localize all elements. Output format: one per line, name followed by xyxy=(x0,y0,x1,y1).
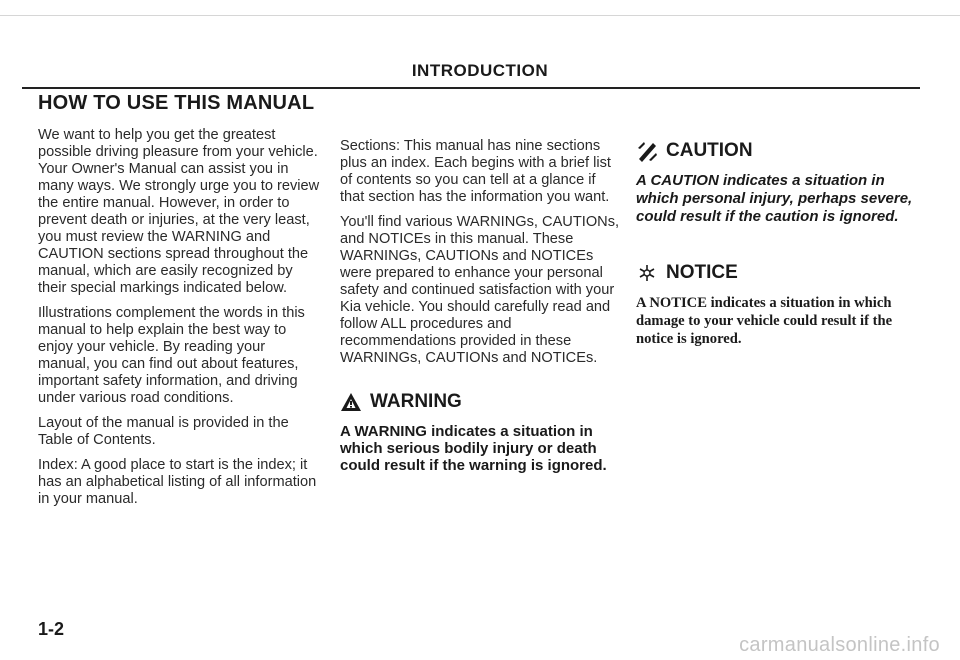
sections-paragraph: Sections: This manual has nine sections plus an index. Each begins with a brief list of contents so you can tell at a glance if that section has the information you want. xyxy=(340,138,611,205)
watermark: carmanualsonline.info xyxy=(739,634,940,656)
warning-block xyxy=(340,391,620,474)
caution-notice-column xyxy=(636,140,916,348)
how-to-paragraph: Layout of the manual is provided in the Table of Contents. xyxy=(38,415,289,448)
header-divider xyxy=(22,87,920,89)
notice-text: A NOTICE indicates a situation in which damage to your vehicle could result if the notice is ignored. xyxy=(636,295,893,347)
warning-label: WARNING xyxy=(370,391,462,412)
top-divider xyxy=(0,15,960,16)
caution-heading xyxy=(636,140,916,162)
caution-label: CAUTION xyxy=(666,140,753,161)
how-to-use-column xyxy=(38,92,320,516)
warning-text: A WARNING indicates a situation in which serious bodily injury or death could result if the warning is ignored. xyxy=(340,423,607,474)
caution-text: A CAUTION indicates a situation in which personal injury, perhaps severe, could result if the caution is ignored. xyxy=(636,172,913,225)
section-title-how-to-use: HOW TO USE THIS MANUAL xyxy=(38,92,315,114)
warning-triangle-icon xyxy=(340,391,362,413)
how-to-paragraph: Illustrations complement the words in this manual to help explain the best way to enjoy your vehicle. By reading your manual, you can find out about features, important safety information, and driving under various road conditions. xyxy=(38,305,305,406)
caution-slash-icon xyxy=(636,140,658,162)
how-to-paragraph: We want to help you get the greatest possible driving pleasure from your vehicle. Your Owner's Manual can assist you in many ways. We strongly urge you to review the entire manual. However, in order to prevent death or injuries, at the very least, you must review the WARNING and CAUTION sections spread throughout the manual, which are easily recognized by their special markings indicated below. xyxy=(38,127,320,296)
page-number: 1-2 xyxy=(38,619,65,639)
notice-heading xyxy=(636,262,916,284)
notice-label: NOTICE xyxy=(666,262,738,283)
sections-column xyxy=(340,138,620,474)
page-header-title: INTRODUCTION xyxy=(411,61,549,80)
warning-heading xyxy=(340,391,620,413)
how-to-paragraph: Index: A good place to start is the index; it has an alphabetical listing of all information in your manual. xyxy=(38,457,317,507)
sections-paragraph: You'll find various WARNINGs, CAUTIONs, and NOTICEs in this manual. These WARNINGs, CAUTIONs and NOTICEs were prepared to enhance your personal safety and continued satisfaction with your Kia vehicle. You should carefully read and follow ALL procedures and recommendations provided in these WARNINGs, CAUTIONs and NOTICEs. xyxy=(340,214,620,366)
asterisk-icon xyxy=(636,262,658,284)
caution-block xyxy=(636,140,916,226)
notice-block xyxy=(636,262,916,348)
